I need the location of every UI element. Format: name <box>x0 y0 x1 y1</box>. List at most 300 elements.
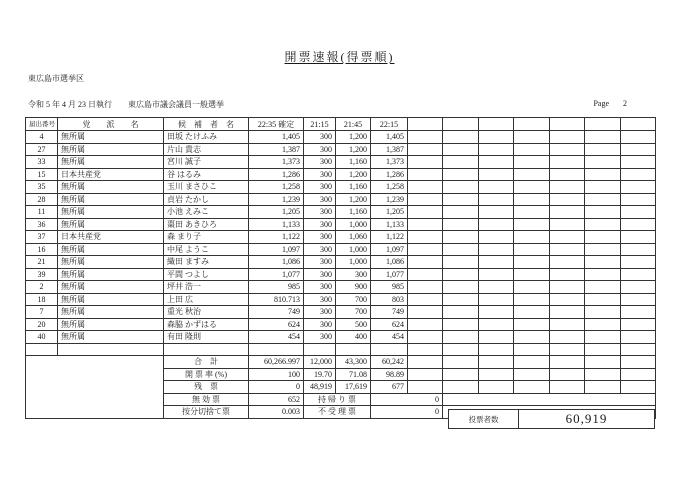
empty-cell <box>408 306 443 319</box>
empty-cell <box>585 156 621 169</box>
empty-cell <box>514 281 550 294</box>
empty-cell <box>408 181 443 194</box>
votes-final-cell: 1,239 <box>249 193 304 206</box>
votes-final-cell: 1,077 <box>249 268 304 281</box>
voters-count-label: 投票者数 <box>448 409 518 429</box>
candidate-name-cell: 宮川 誠子 <box>164 156 249 169</box>
col-header-entry-number: 届出番号 <box>26 118 58 131</box>
party-name-cell: 無所属 <box>58 331 164 344</box>
empty-cell <box>514 293 550 306</box>
party-name-cell: 日本共産党 <box>58 231 164 244</box>
votes-2115-cell: 300 <box>304 231 336 244</box>
blank-region <box>443 393 656 406</box>
votes-2145-cell: 400 <box>336 331 371 344</box>
empty-cell <box>550 368 585 381</box>
votes-2215-cell: 749 <box>371 306 408 319</box>
empty-cell <box>371 343 408 356</box>
party-name-cell: 無所属 <box>58 131 164 144</box>
votes-2145-cell: 300 <box>336 268 371 281</box>
candidate-name-cell: 森 まり子 <box>164 231 249 244</box>
election-name: 東広島市議会議員一般選挙 <box>128 100 224 109</box>
total-final: 60,266.997 <box>249 356 304 369</box>
col-header-2145: 21:45 <box>336 118 371 131</box>
empty-cell <box>443 168 479 181</box>
empty-cell <box>621 318 656 331</box>
empty-cell <box>550 168 585 181</box>
empty-cell <box>585 306 621 319</box>
empty-cell <box>304 343 336 356</box>
empty-cell <box>550 293 585 306</box>
votes-2115-cell: 300 <box>304 293 336 306</box>
votes-2215-cell: 1,122 <box>371 231 408 244</box>
empty-cell <box>585 218 621 231</box>
votes-final-cell: 1,258 <box>249 181 304 194</box>
votes-2115-cell: 300 <box>304 256 336 269</box>
votes-2215-cell: 1,286 <box>371 168 408 181</box>
summary-row-total <box>26 356 656 369</box>
votes-2215-cell: 1,239 <box>371 193 408 206</box>
empty-cell <box>514 368 550 381</box>
remaining-2215: 677 <box>371 381 408 394</box>
votes-2115-cell: 300 <box>304 268 336 281</box>
voters-count-value: 60,919 <box>518 409 655 429</box>
candidate-row <box>26 231 656 244</box>
rate-final: 100 <box>249 368 304 381</box>
candidate-name-cell: 中尾 ようこ <box>164 243 249 256</box>
empty-cell <box>408 193 443 206</box>
votes-2145-cell: 1,200 <box>336 143 371 156</box>
entry-number-cell: 35 <box>26 181 58 194</box>
invalid-value: 652 <box>249 393 304 406</box>
votes-2115-cell: 300 <box>304 168 336 181</box>
entry-number-cell: 2 <box>26 281 58 294</box>
empty-cell <box>585 143 621 156</box>
empty-cell <box>621 131 656 144</box>
empty-cell <box>585 256 621 269</box>
entry-number-cell: 18 <box>26 293 58 306</box>
spacer-row <box>26 343 656 356</box>
empty-cell <box>514 131 550 144</box>
empty-cell <box>443 131 479 144</box>
candidate-row <box>26 168 656 181</box>
rate-label: 開 票 率 (%) <box>164 368 249 381</box>
votes-2215-cell: 1,258 <box>371 181 408 194</box>
votes-2215-cell: 1,205 <box>371 206 408 219</box>
votes-2145-cell: 1,200 <box>336 168 371 181</box>
empty-cell <box>443 318 479 331</box>
empty-cell <box>408 356 443 369</box>
empty-cell <box>514 356 550 369</box>
empty-cell <box>550 243 585 256</box>
meta-line <box>28 99 655 110</box>
candidate-row <box>26 318 656 331</box>
empty-cell <box>621 231 656 244</box>
empty-cell <box>621 256 656 269</box>
empty-cell <box>585 206 621 219</box>
empty-cell <box>443 206 479 219</box>
total-label: 合 計 <box>164 356 249 369</box>
rejected-value: 0 <box>371 406 443 419</box>
empty-cell <box>443 193 479 206</box>
votes-2115-cell: 300 <box>304 156 336 169</box>
votes-2215-cell: 624 <box>371 318 408 331</box>
votes-2215-cell: 803 <box>371 293 408 306</box>
candidate-row <box>26 181 656 194</box>
empty-cell <box>550 231 585 244</box>
empty-cell <box>621 168 656 181</box>
empty-cell <box>479 218 514 231</box>
party-name-cell: 無所属 <box>58 193 164 206</box>
empty-cell <box>585 181 621 194</box>
candidate-name-cell: 平間 つよし <box>164 268 249 281</box>
empty-cell <box>164 343 249 356</box>
empty-cell <box>443 281 479 294</box>
votes-final-cell: 1,205 <box>249 206 304 219</box>
votes-2145-cell: 1,160 <box>336 206 371 219</box>
empty-cell <box>621 368 656 381</box>
empty-cell <box>585 318 621 331</box>
party-name-cell: 無所属 <box>58 206 164 219</box>
candidate-row <box>26 306 656 319</box>
empty-cell <box>408 368 443 381</box>
candidate-name-cell: 坪井 浩一 <box>164 281 249 294</box>
empty-cell <box>408 218 443 231</box>
candidate-row <box>26 243 656 256</box>
candidate-row <box>26 293 656 306</box>
rejected-label: 不 受 理 票 <box>304 406 371 419</box>
votes-final-cell: 749 <box>249 306 304 319</box>
party-name-cell: 無所属 <box>58 306 164 319</box>
votes-2215-cell: 985 <box>371 281 408 294</box>
candidate-row <box>26 256 656 269</box>
empty-cell <box>479 231 514 244</box>
votes-final-cell: 454 <box>249 331 304 344</box>
candidate-name-cell: 有田 隆則 <box>164 331 249 344</box>
entry-number-cell: 16 <box>26 243 58 256</box>
empty-cell <box>479 293 514 306</box>
empty-cell <box>443 268 479 281</box>
rounded-down-label: 按分切捨て票 <box>164 406 249 419</box>
votes-final-cell: 1,387 <box>249 143 304 156</box>
votes-2215-cell: 1,373 <box>371 156 408 169</box>
empty-cell <box>408 243 443 256</box>
party-name-cell: 日本共産党 <box>58 168 164 181</box>
taken-home-value: 0 <box>371 393 443 406</box>
empty-cell <box>408 281 443 294</box>
party-name-cell: 無所属 <box>58 156 164 169</box>
empty-cell <box>585 268 621 281</box>
empty-cell <box>336 343 371 356</box>
votes-final-cell: 1,122 <box>249 231 304 244</box>
votes-final-cell: 1,286 <box>249 168 304 181</box>
empty-cell <box>621 343 656 356</box>
empty-cell <box>58 343 164 356</box>
empty-cell <box>621 381 656 394</box>
empty-cell <box>249 343 304 356</box>
votes-final-cell: 1,133 <box>249 218 304 231</box>
empty-cell <box>408 343 443 356</box>
candidate-name-cell: 重光 秋治 <box>164 306 249 319</box>
col-header-final: 22:35 確定 <box>249 118 304 131</box>
empty-cell <box>550 281 585 294</box>
candidate-name-cell: 棗田 あきひろ <box>164 218 249 231</box>
entry-number-cell: 28 <box>26 193 58 206</box>
empty-cell <box>479 318 514 331</box>
votes-final-cell: 624 <box>249 318 304 331</box>
empty-cell <box>408 206 443 219</box>
party-name-cell: 無所属 <box>58 243 164 256</box>
header-row <box>26 118 656 131</box>
empty-cell <box>514 168 550 181</box>
empty-cell <box>443 218 479 231</box>
entry-number-cell: 33 <box>26 156 58 169</box>
entry-number-cell: 21 <box>26 256 58 269</box>
empty-cell <box>479 331 514 344</box>
empty-cell <box>408 318 443 331</box>
empty-cell <box>621 206 656 219</box>
empty-cell <box>514 243 550 256</box>
votes-2145-cell: 1,200 <box>336 193 371 206</box>
votes-2145-cell: 900 <box>336 281 371 294</box>
entry-number-cell: 36 <box>26 218 58 231</box>
empty-cell <box>443 368 479 381</box>
votes-2145-cell: 1,160 <box>336 181 371 194</box>
empty-cell <box>443 331 479 344</box>
remaining-2115: 48,919 <box>304 381 336 394</box>
empty-cell <box>479 181 514 194</box>
empty-cell <box>443 256 479 269</box>
rate-2145: 71.08 <box>336 368 371 381</box>
votes-2145-cell: 1,000 <box>336 243 371 256</box>
party-name-cell: 無所属 <box>58 256 164 269</box>
candidate-row <box>26 206 656 219</box>
empty-header-cell <box>479 118 514 131</box>
page-number: 2 <box>623 99 627 108</box>
empty-cell <box>408 256 443 269</box>
empty-cell <box>585 243 621 256</box>
empty-cell <box>585 193 621 206</box>
empty-header-cell <box>514 118 550 131</box>
empty-cell <box>550 381 585 394</box>
votes-2215-cell: 1,405 <box>371 131 408 144</box>
entry-number-cell: 40 <box>26 331 58 344</box>
empty-cell <box>479 193 514 206</box>
votes-2115-cell: 300 <box>304 318 336 331</box>
rate-2115: 19.70 <box>304 368 336 381</box>
empty-cell <box>26 343 58 356</box>
empty-cell <box>479 143 514 156</box>
votes-2145-cell: 1,000 <box>336 256 371 269</box>
empty-cell <box>514 206 550 219</box>
empty-cell <box>408 231 443 244</box>
taken-home-label: 持 帰 り 票 <box>304 393 371 406</box>
empty-cell <box>443 143 479 156</box>
empty-cell <box>514 331 550 344</box>
candidate-row <box>26 143 656 156</box>
empty-cell <box>479 381 514 394</box>
votes-2145-cell: 500 <box>336 318 371 331</box>
entry-number-cell: 39 <box>26 268 58 281</box>
entry-number-cell: 11 <box>26 206 58 219</box>
empty-cell <box>585 281 621 294</box>
district-label: 東広島市選挙区 <box>28 74 84 83</box>
empty-cell <box>585 131 621 144</box>
total-2115: 12,000 <box>304 356 336 369</box>
empty-cell <box>514 231 550 244</box>
empty-cell <box>550 131 585 144</box>
votes-2215-cell: 1,387 <box>371 143 408 156</box>
votes-2145-cell: 700 <box>336 306 371 319</box>
votes-2115-cell: 300 <box>304 131 336 144</box>
col-header-candidate: 候 補 者 名 <box>164 118 249 131</box>
empty-cell <box>585 293 621 306</box>
summary-left-merged-cell <box>26 356 164 419</box>
empty-cell <box>408 381 443 394</box>
empty-cell <box>408 331 443 344</box>
empty-cell <box>514 181 550 194</box>
candidate-row <box>26 218 656 231</box>
empty-cell <box>514 143 550 156</box>
empty-cell <box>585 168 621 181</box>
empty-cell <box>621 143 656 156</box>
party-name-cell: 無所属 <box>58 143 164 156</box>
votes-2145-cell: 1,160 <box>336 156 371 169</box>
remaining-2145: 17,619 <box>336 381 371 394</box>
empty-cell <box>443 156 479 169</box>
empty-cell <box>585 331 621 344</box>
entry-number-cell: 4 <box>26 131 58 144</box>
votes-2115-cell: 300 <box>304 181 336 194</box>
total-2215: 60,242 <box>371 356 408 369</box>
empty-cell <box>550 181 585 194</box>
empty-cell <box>621 181 656 194</box>
party-name-cell: 無所属 <box>58 181 164 194</box>
voters-count-box <box>448 409 655 429</box>
empty-cell <box>443 356 479 369</box>
candidate-name-cell: 小池 えみこ <box>164 206 249 219</box>
empty-cell <box>443 293 479 306</box>
empty-cell <box>408 293 443 306</box>
execution-date: 令和 5 年 4 月 23 日執行 <box>28 100 112 109</box>
votes-2215-cell: 1,086 <box>371 256 408 269</box>
empty-cell <box>585 343 621 356</box>
empty-cell <box>479 131 514 144</box>
empty-cell <box>479 243 514 256</box>
empty-cell <box>479 256 514 269</box>
votes-2215-cell: 1,077 <box>371 268 408 281</box>
entry-number-cell: 27 <box>26 143 58 156</box>
empty-cell <box>621 156 656 169</box>
empty-cell <box>479 368 514 381</box>
results-table <box>25 117 656 419</box>
empty-cell <box>621 306 656 319</box>
empty-cell <box>479 343 514 356</box>
votes-2115-cell: 300 <box>304 193 336 206</box>
empty-cell <box>550 143 585 156</box>
page-label: Page <box>593 99 609 108</box>
empty-cell <box>585 381 621 394</box>
candidate-row <box>26 281 656 294</box>
votes-final-cell: 1,405 <box>249 131 304 144</box>
votes-2115-cell: 300 <box>304 331 336 344</box>
empty-cell <box>443 381 479 394</box>
page-title: 開票速報(得票順) <box>284 50 395 64</box>
empty-cell <box>514 218 550 231</box>
empty-cell <box>479 356 514 369</box>
empty-cell <box>550 206 585 219</box>
empty-cell <box>550 318 585 331</box>
empty-cell <box>550 343 585 356</box>
empty-cell <box>585 368 621 381</box>
empty-cell <box>514 318 550 331</box>
total-2145: 43,300 <box>336 356 371 369</box>
empty-cell <box>443 306 479 319</box>
votes-2215-cell: 454 <box>371 331 408 344</box>
candidate-row <box>26 331 656 344</box>
votes-2115-cell: 300 <box>304 143 336 156</box>
empty-cell <box>408 268 443 281</box>
votes-final-cell: 985 <box>249 281 304 294</box>
empty-cell <box>408 131 443 144</box>
votes-final-cell: 810.713 <box>249 293 304 306</box>
empty-cell <box>550 156 585 169</box>
rounded-down-value: 0.003 <box>249 406 304 419</box>
empty-cell <box>621 243 656 256</box>
votes-2115-cell: 300 <box>304 306 336 319</box>
candidate-name-cell: 森脇 かずはる <box>164 318 249 331</box>
votes-2115-cell: 300 <box>304 218 336 231</box>
empty-cell <box>621 281 656 294</box>
col-header-2115: 21:15 <box>304 118 336 131</box>
empty-cell <box>443 243 479 256</box>
votes-2145-cell: 1,000 <box>336 218 371 231</box>
remaining-label: 残 票 <box>164 381 249 394</box>
empty-cell <box>514 306 550 319</box>
empty-cell <box>479 156 514 169</box>
votes-2115-cell: 300 <box>304 206 336 219</box>
invalid-label: 無 効 票 <box>164 393 249 406</box>
party-name-cell: 無所属 <box>58 293 164 306</box>
entry-number-cell: 20 <box>26 318 58 331</box>
empty-cell <box>550 268 585 281</box>
candidate-name-cell: 織田 ますみ <box>164 256 249 269</box>
votes-2215-cell: 1,133 <box>371 218 408 231</box>
rate-2215: 98.89 <box>371 368 408 381</box>
remaining-final: 0 <box>249 381 304 394</box>
candidate-name-cell: 谷 はるみ <box>164 168 249 181</box>
party-name-cell: 無所属 <box>58 218 164 231</box>
empty-cell <box>443 181 479 194</box>
empty-cell <box>585 231 621 244</box>
col-header-2215: 22:15 <box>371 118 408 131</box>
empty-cell <box>550 218 585 231</box>
empty-cell <box>479 281 514 294</box>
empty-cell <box>514 381 550 394</box>
col-header-party: 党 派 名 <box>58 118 164 131</box>
empty-header-cell <box>621 118 656 131</box>
empty-cell <box>585 356 621 369</box>
candidate-name-cell: 田坂 たけふみ <box>164 131 249 144</box>
empty-cell <box>479 206 514 219</box>
votes-2145-cell: 1,200 <box>336 131 371 144</box>
empty-cell <box>621 193 656 206</box>
empty-cell <box>443 231 479 244</box>
empty-cell <box>443 343 479 356</box>
page-indicator <box>593 99 627 108</box>
empty-cell <box>621 268 656 281</box>
empty-cell <box>514 256 550 269</box>
candidate-name-cell: 貞岩 たかし <box>164 193 249 206</box>
